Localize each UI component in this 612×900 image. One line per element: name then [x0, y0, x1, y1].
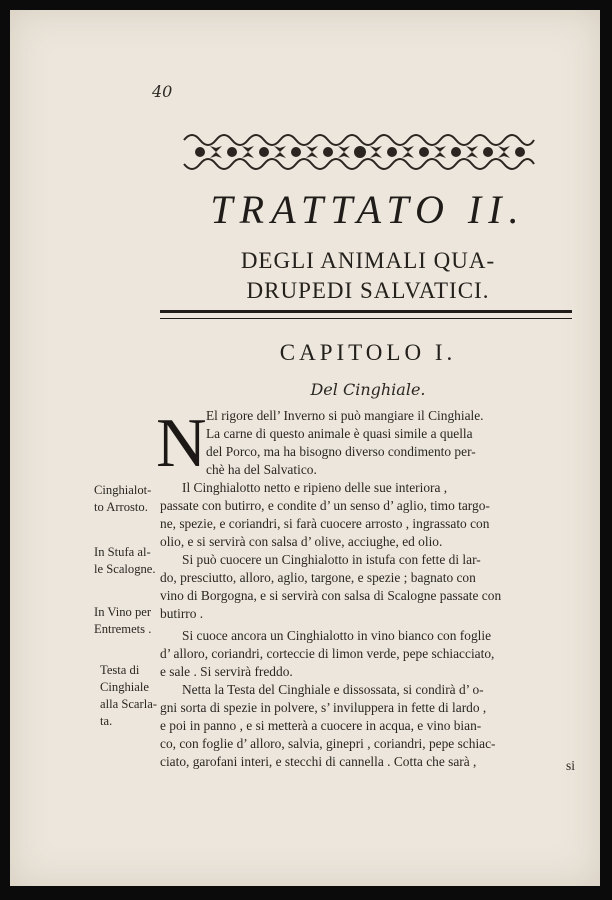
body-line: passate con butirro, e condite d’ un senso d’ aglio, timo targo-	[160, 498, 490, 513]
body-line: Si cuoce ancora un Cinghialotto in vino bianco con foglie	[182, 628, 492, 643]
ornament-band	[180, 128, 538, 176]
body-line: e poi in panno , e si metterà a cuocere in acqua, e vino bian-	[160, 718, 482, 733]
margin-note-line: Testa di	[100, 663, 140, 677]
subtitle-line: DEGLI ANIMALI QUA-	[240, 248, 496, 273]
body-line: vino di Borgogna, e si servirà con salsa di Scalogne passate con	[160, 588, 502, 603]
margin-note-line: ta.	[100, 714, 113, 728]
margin-note-line: alla Scarla-	[100, 697, 157, 711]
margin-note-line: In Vino per	[94, 605, 152, 619]
body-line: El rigore dell’ Inverno si può mangiare il Cinghiale.	[206, 408, 484, 423]
body-line: e sale . Si servirà freddo.	[160, 664, 293, 679]
margin-note-line: le Scalogne.	[94, 562, 156, 576]
body-line: Netta la Testa del Cinghiale e dissossata, si condirà d’ o-	[182, 682, 484, 697]
body-line: del Porco, ma ha bisogno diverso condimento per-	[206, 444, 476, 459]
body-line: d’ alloro, coriandri, corteccie di limon verde, pepe schiacciato,	[160, 646, 495, 661]
body-line: butirro .	[160, 606, 204, 621]
body-line: ne, spezie, e coriandri, si farà cuocere arrosto , ingrassato con	[160, 516, 490, 531]
body-line: olio, e si servirà con salsa d’ olive, acciughe, ed olio.	[160, 534, 443, 549]
margin-note-line: Cinghialot-	[94, 483, 152, 497]
body-line: gni sorta di spezie in polvere, s’ inviluppera in fette di lardo ,	[160, 700, 487, 715]
margin-note-line: Entremets .	[94, 622, 152, 636]
chapter-subtitle: Del Cinghiale.	[310, 380, 426, 399]
margin-note	[100, 662, 157, 730]
margin-note	[94, 482, 151, 516]
chapter-heading: CAPITOLO I.	[279, 340, 457, 365]
margin-note-line: to Arrosto.	[94, 500, 148, 514]
treatise-subtitle	[160, 246, 576, 306]
book-page	[10, 10, 600, 886]
body-line: chè ha del Salvatico.	[206, 462, 317, 477]
margin-note-line: Cinghiale	[100, 680, 149, 694]
body-line: ciato, garofani interi, e stecchi di cannella . Cotta che sarà ,	[160, 754, 477, 769]
body-line: La carne di questo animale è quasi simile a quella	[206, 426, 473, 441]
body-line: co, con foglie d’ alloro, salvia, ginepri , coriandri, pepe schiac-	[160, 736, 496, 751]
page-number: 40	[152, 82, 173, 101]
body-line: Si può cuocere un Cinghialotto in istufa con fette di lar-	[182, 552, 481, 567]
margin-note-line: In Stufa al-	[94, 545, 151, 559]
margin-note	[94, 604, 151, 638]
margin-note	[94, 544, 156, 578]
treatise-title: TRATTATO II.	[210, 187, 526, 232]
body-line: do, presciutto, alloro, aglio, targone, e spezie ; bagnato con	[160, 570, 476, 585]
catchword: si	[566, 758, 575, 773]
double-rule-divider	[160, 310, 572, 319]
drop-cap: N	[156, 405, 207, 482]
body-line: Il Cinghialotto netto e ripieno delle sue interiora ,	[182, 480, 448, 495]
subtitle-line: DRUPEDI SALVATICI.	[246, 278, 490, 303]
